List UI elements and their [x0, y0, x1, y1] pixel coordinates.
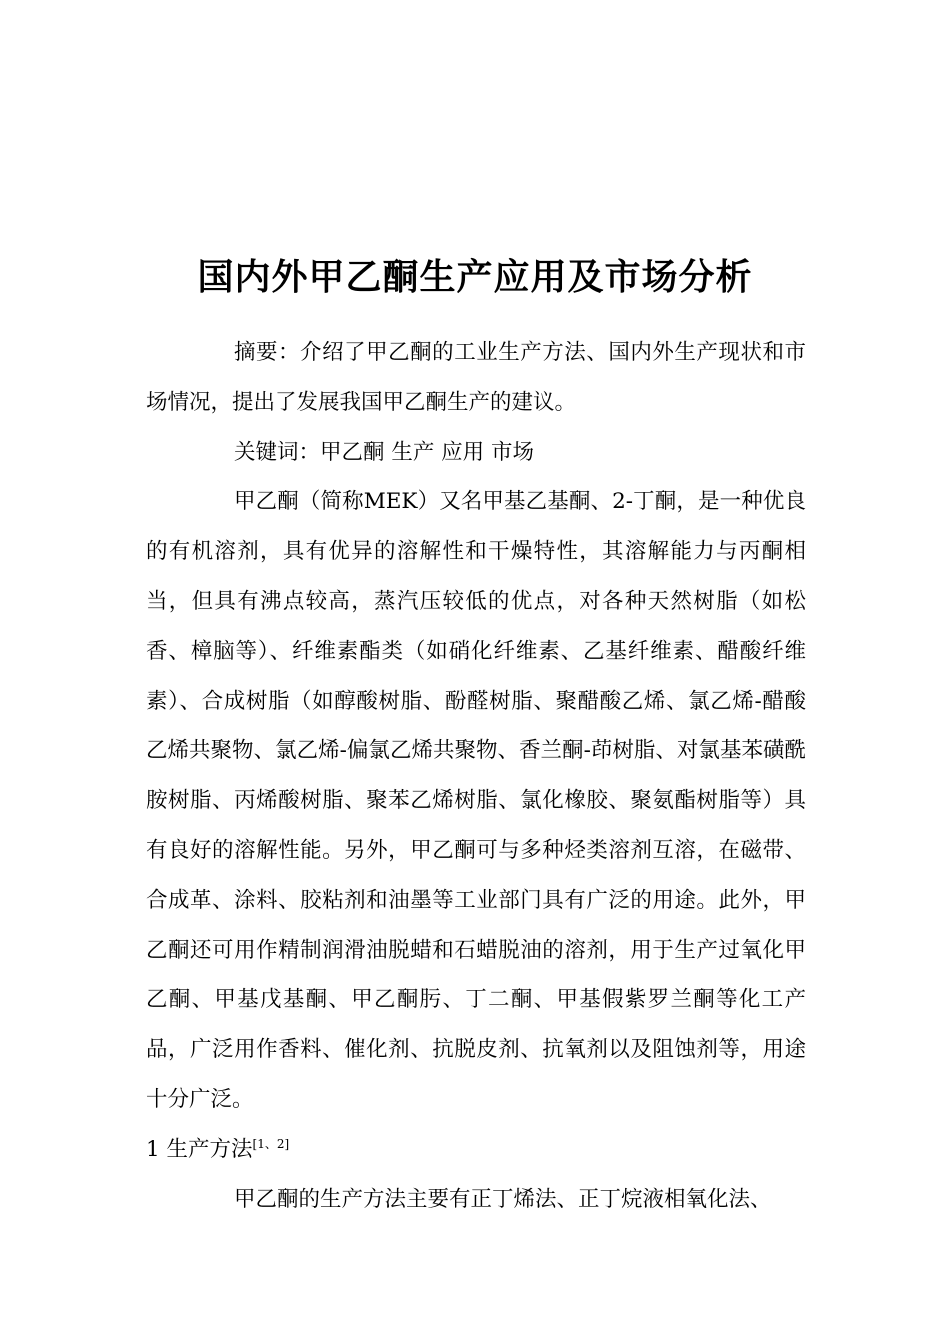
citation-ref: [1、2] — [252, 1136, 290, 1151]
section-heading-text: 1 生产方法 — [146, 1136, 253, 1162]
keywords-paragraph: 关键词：甲乙酮 生产 应用 市场 — [234, 439, 535, 465]
section-heading — [146, 1125, 806, 1175]
intro-paragraph: 甲乙酮（简称MEK）又名甲基乙基酮、2-丁酮，是一种优良的有机溶剂，具有优异的溶解性和干燥特性，其溶解能力与丙酮相当，但具有沸点较高，蒸汽压较低的优点，对各种天然树脂（如松香、樟脑等）、纤维素酯类（如硝化纤维素、乙基纤维素、醋酸纤维素）、合成树脂（如醇酸树脂、酚醛树脂、聚醋酸乙烯、氯乙烯-醋酸乙烯共聚物、氯乙烯-偏氯乙烯共聚物、香兰酮-茚树脂、对氯基苯磺酰胺树脂、丙烯酸树脂、聚苯乙烯树脂、氯化橡胶、聚氨酯树脂等）具有良好的溶解性能。另外，甲乙酮可与多种烃类溶剂互溶，在磁带、合成革、涂料、胶粘剂和油墨等工业部门具有广泛的用途。此外，甲乙酮还可用作精制润滑油脱蜡和石蜡脱油的溶剂，用于生产过氧化甲乙酮、甲基戊基酮、甲乙酮肟、丁二酮、甲基假紫罗兰酮等化工产品，广泛用作香料、催化剂、抗脱皮剂、抗氧剂以及阻蚀剂等，用途十分广泛。 — [146, 489, 806, 1112]
section-paragraph: 甲乙酮的生产方法主要有正丁烯法、正丁烷液相氧化法、 — [234, 1186, 772, 1212]
document-body — [146, 328, 806, 1224]
abstract-paragraph: 摘要：介绍了甲乙酮的工业生产方法、国内外生产现状和市场情况，提出了发展我国甲乙酮生产的建议。 — [146, 340, 806, 415]
document-title: 国内外甲乙酮生产应用及市场分析 — [197, 257, 753, 298]
